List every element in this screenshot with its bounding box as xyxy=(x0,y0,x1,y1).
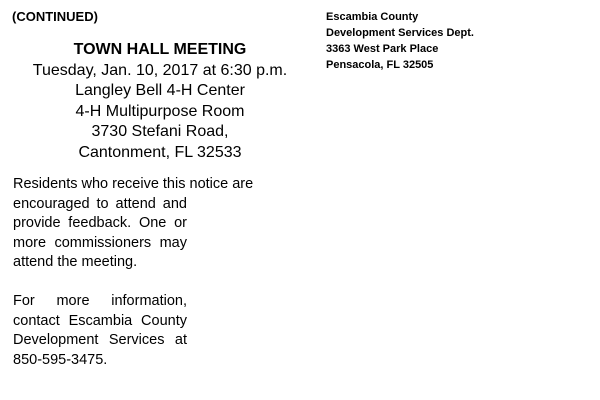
notice-text xyxy=(13,175,307,370)
meeting-title: TOWN HALL MEETING xyxy=(73,41,247,58)
continued-label: (CONTINUED) xyxy=(12,9,98,24)
address-line-4: Pensacola, FL 32505 xyxy=(326,59,434,71)
address-line-3: 3363 West Park Place xyxy=(326,43,439,55)
meeting-city: Cantonment, FL 32533 xyxy=(78,143,242,161)
info-paragraph: For more information, contact Escambia County Development Services at 850-595-3475. xyxy=(13,292,187,368)
meeting-street: 3730 Stefani Road, xyxy=(91,123,229,140)
meeting-details xyxy=(14,40,306,163)
address-line-2: Development Services Dept. xyxy=(326,27,474,39)
attend-paragraph-first-line: Residents who receive this notice are xyxy=(13,176,254,192)
meeting-room: 4-H Multipurpose Room xyxy=(75,102,245,120)
meeting-venue: Langley Bell 4-H Center xyxy=(75,82,245,99)
attend-paragraph-rest: encouraged to attend and provide feedback. One or more commissioners may attend the meeting. xyxy=(13,195,187,271)
address-line-1: Escambia County xyxy=(326,11,419,23)
meeting-date-time: Tuesday, Jan. 10, 2017 at 6:30 p.m. xyxy=(32,61,288,79)
return-address xyxy=(326,9,474,73)
